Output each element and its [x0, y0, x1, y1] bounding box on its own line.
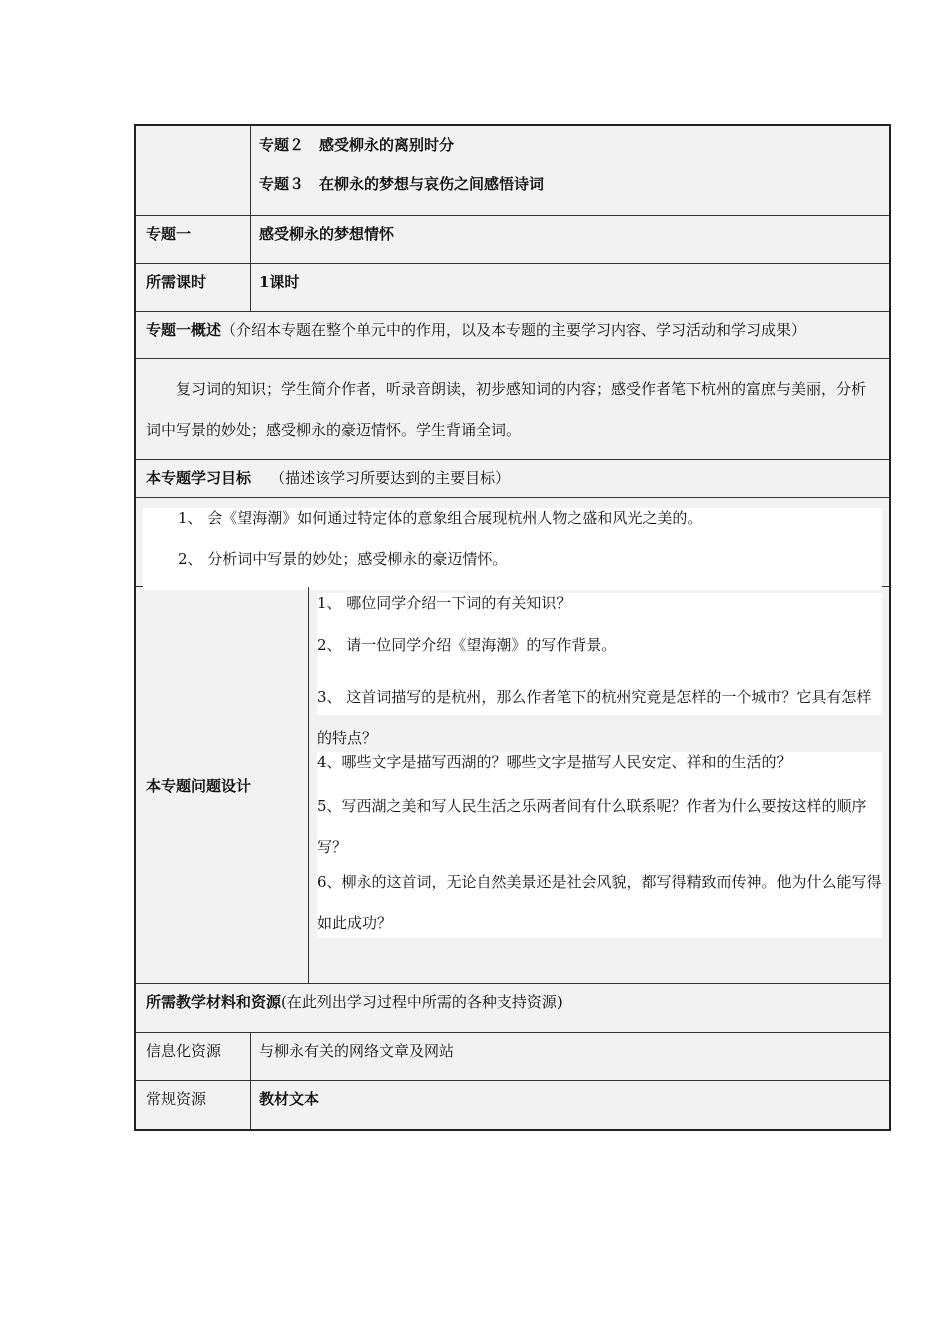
- header-row-value: [251, 126, 889, 215]
- goals-list: [143, 508, 882, 590]
- overview-text-row: [136, 358, 889, 459]
- questions-label: 本专题问题设计: [136, 587, 309, 983]
- topic-one-row: [136, 215, 889, 263]
- topic-3-line: 专题３ 在柳永的梦想与哀伤之间感悟诗词: [259, 175, 545, 193]
- question-item: 6、柳永的这首词，无论自然美景还是社会风貌，都写得精致而传神。他为什么能写得如此成功？: [317, 873, 882, 932]
- questions-row: [136, 586, 889, 983]
- overview-note: （介绍本专题在整个单元中的作用，以及本专题的主要学习内容、学习活动和学习成果）: [221, 321, 807, 339]
- hours-value: 1课时: [259, 273, 300, 291]
- overview-header: [136, 312, 889, 358]
- question-item: 5、写西湖之美和写人民生活之乐两者间有什么联系呢？作者为什么要按这样的顺序写？: [317, 797, 867, 856]
- regular-resources-label: 常规资源: [136, 1081, 251, 1129]
- goal-item: 1、 会《望海潮》如何通过特定体的意象组合展现杭州人物之盛和风光之美的。: [178, 509, 703, 527]
- question-item: [317, 677, 882, 747]
- header-row: [136, 126, 889, 215]
- question-item: 1、 哪位同学介绍一下词的有关知识？: [317, 594, 572, 612]
- hours-label: 所需课时: [136, 264, 251, 311]
- regular-resources-value: 教材文本: [259, 1090, 320, 1108]
- info-resources-value: 与柳永有关的网络文章及网站: [259, 1042, 455, 1060]
- question-item: 2、 请一位同学介绍《望海潮》的写作背景。: [317, 636, 617, 654]
- materials-label: 所需教学材料和资源: [146, 993, 282, 1011]
- overview-header-row: [136, 311, 889, 358]
- goal-item: 2、 分析词中写景的妙处；感受柳永的豪迈情怀。: [178, 550, 508, 568]
- info-resources-row: [136, 1032, 889, 1080]
- topic-one-value: 感受柳永的梦想情怀: [259, 225, 395, 243]
- topic-one-label: 专题一: [136, 216, 251, 263]
- lesson-plan-table: [134, 124, 891, 1131]
- questions-list: [309, 587, 889, 983]
- goals-label: 本专题学习目标: [146, 469, 252, 487]
- materials-row: [136, 983, 889, 1032]
- materials-header: [136, 984, 889, 1032]
- question-item: 4、哪些文字是描写西湖的？哪些文字是描写人民安定、祥和的生活的？: [317, 753, 792, 771]
- header-row-label: [136, 126, 251, 215]
- question-group-1: [317, 593, 882, 747]
- regular-resources-row: [136, 1080, 889, 1129]
- overview-text: 复习词的知识；学生简介作者，听录音朗读，初步感知词的内容；感受作者笔下杭州的富庶与美丽，分析词中写景的妙处；感受柳永的豪迈情怀。学生背诵全词。: [146, 380, 867, 439]
- goals-row: [136, 497, 889, 586]
- goals-note: （描述该学习所要达到的主要目标）: [270, 469, 511, 487]
- overview-label: 专题一概述: [146, 321, 222, 339]
- topic-2-line: 专题２ 感受柳永的离别时分: [259, 136, 455, 154]
- materials-note: (在此列出学习过程中所需的各种支持资源): [281, 993, 563, 1011]
- goals-header: [136, 460, 889, 497]
- question-item-text: 3、 这首词描写的是杭州，那么作者笔下的杭州究竟是怎样的一个城市？它具有怎样的特点？: [317, 688, 872, 747]
- hours-row: [136, 263, 889, 311]
- goals-header-row: [136, 459, 889, 497]
- info-resources-label: 信息化资源: [136, 1033, 251, 1080]
- question-group-2: [317, 752, 882, 938]
